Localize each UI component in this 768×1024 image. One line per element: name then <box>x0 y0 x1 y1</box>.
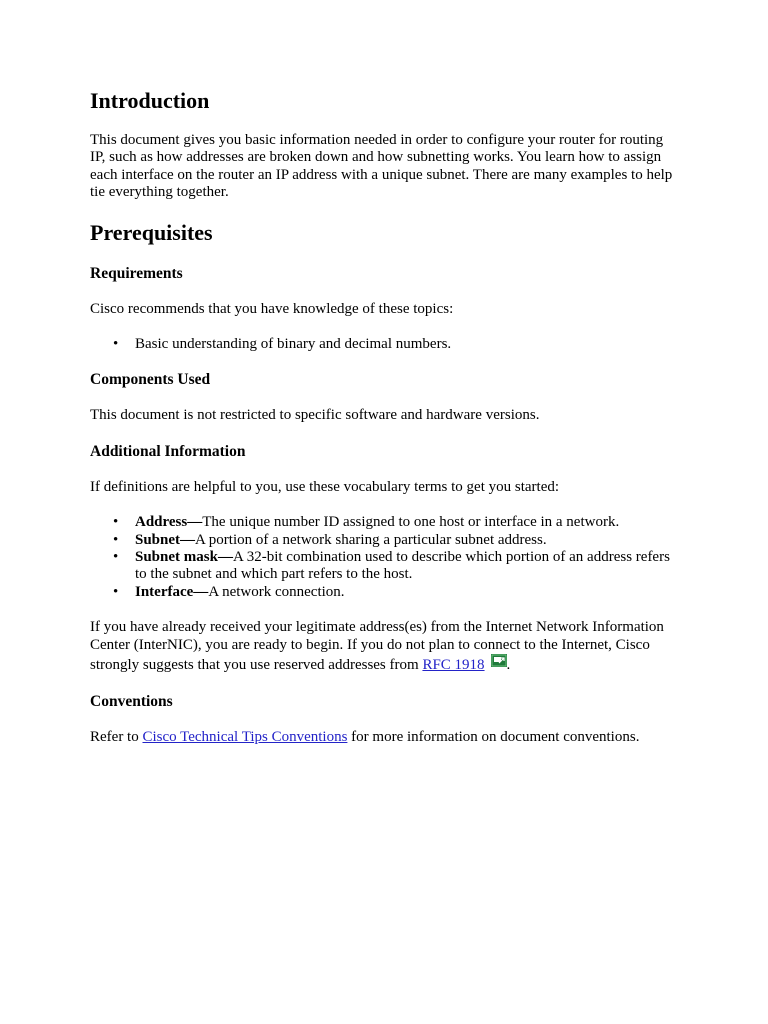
conventions-text-end: for more information on document conventions. <box>347 728 640 745</box>
vocabulary-definition: A network connection. <box>208 583 345 600</box>
additional-information-heading: Additional Information <box>90 442 246 460</box>
introduction-paragraph: This document gives you basic information needed in order to configure your router for routing IP, such as how addresses are broken down and how subnetting works. You learn how to assign each interface on the router an IP address with a unique subnet. There are many examples to help tie everything together. <box>90 132 673 201</box>
vocabulary-definition: A 32-bit combination used to describe which portion of an address refers to the subnet and which part refers to the host. <box>135 549 670 583</box>
internic-paragraph-text: If you have already received your legitimate address(es) from the Internet Network Information Center (InterNIC), you are ready to begin. If you do not plan to connect to the Internet, Cisco strongly suggests that you use reserved addresses from <box>90 619 664 674</box>
cisco-conventions-link[interactable]: Cisco Technical Tips Conventions <box>142 728 348 745</box>
internic-paragraph-end: . <box>506 657 511 674</box>
vocabulary-term: Subnet mask— <box>135 549 233 566</box>
vocabulary-term: Subnet— <box>135 531 196 548</box>
rfc-1918-link[interactable]: RFC 1918 <box>422 657 485 674</box>
internic-paragraph <box>90 619 680 674</box>
components-paragraph: This document is not restricted to specific software and hardware versions. <box>90 407 540 424</box>
requirements-list <box>90 336 680 353</box>
conventions-heading: Conventions <box>90 692 173 710</box>
bullet: • <box>113 549 119 566</box>
prerequisites-heading: Prerequisites <box>90 219 213 245</box>
list-item <box>113 514 680 531</box>
list-item <box>113 583 680 601</box>
vocabulary-list <box>90 514 680 601</box>
conventions-text-start: Refer to <box>90 728 143 745</box>
bullet: • <box>113 583 119 600</box>
bullet: • <box>113 336 119 353</box>
introduction-heading: Introduction <box>90 88 210 113</box>
additional-information-paragraph: If definitions are helpful to you, use these vocabulary terms to get you started: <box>90 478 560 495</box>
external-link-icon[interactable] <box>491 654 507 667</box>
vocabulary-term: Address— <box>135 514 203 531</box>
requirements-paragraph: Cisco recommends that you have knowledge of these topics: <box>90 300 454 317</box>
list-item-text: Basic understanding of binary and decimal numbers. <box>135 336 452 353</box>
conventions-paragraph <box>90 729 680 746</box>
components-heading: Components Used <box>90 371 211 389</box>
bullet: • <box>113 514 119 531</box>
vocabulary-term: Interface— <box>135 583 209 600</box>
vocabulary-definition: A portion of a network sharing a particular subnet address. <box>195 531 547 548</box>
vocabulary-definition: The unique number ID assigned to one host or interface in a network. <box>202 514 620 531</box>
requirements-heading: Requirements <box>90 264 183 282</box>
list-item <box>113 336 680 353</box>
list-item <box>113 531 680 549</box>
list-item <box>113 549 680 584</box>
bullet: • <box>113 531 119 548</box>
